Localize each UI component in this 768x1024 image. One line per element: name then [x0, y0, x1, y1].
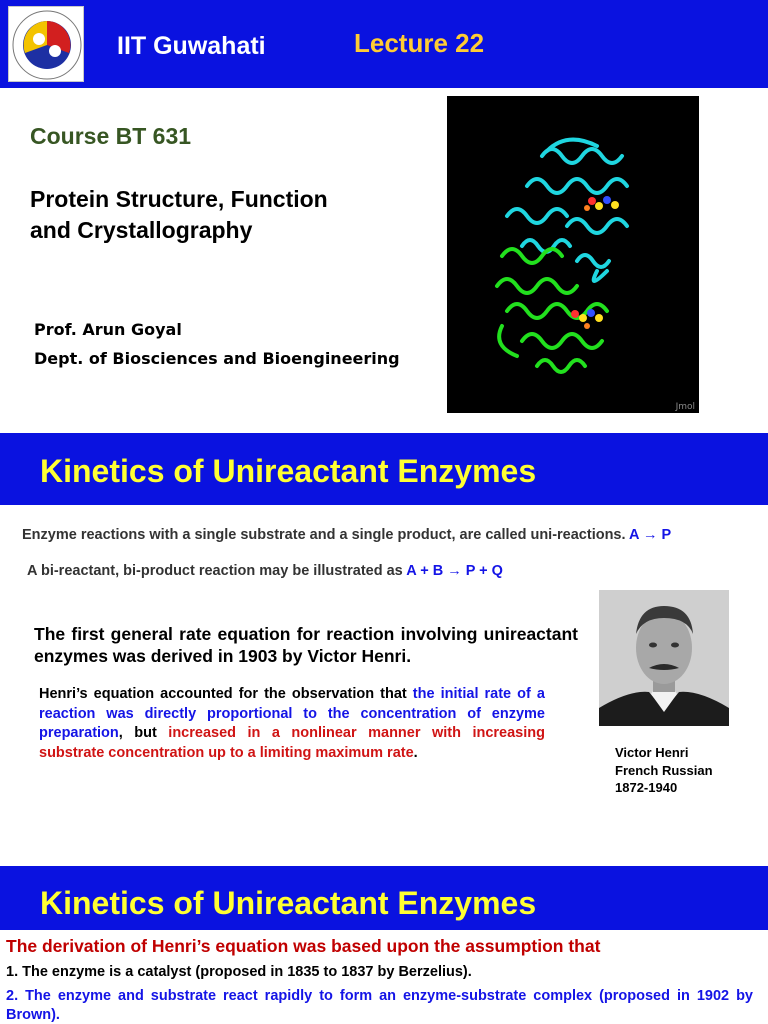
derivation-intro: The derivation of Henri’s equation was based upon the assumption that: [6, 936, 601, 956]
bi-reaction-equation: A + B → P + Q: [406, 563, 503, 579]
portrait-caption-nationality: French Russian: [615, 763, 713, 778]
uni-reaction-equation: A → P: [629, 527, 672, 543]
equation-highlight-blue: the initial rate of a reaction was directly proportional to the concentration of enzyme preparation: [39, 686, 545, 741]
section-heading-1: Kinetics of Unireactant Enzymes: [40, 453, 537, 489]
course-code: Course BT 631: [30, 123, 192, 149]
equation-text-3: .: [413, 744, 418, 761]
iit-guwahati-logo: [8, 6, 84, 82]
equation-highlight-red: increased in a nonlinear manner with increasing substrate concentration up to a limiting maximum rate: [39, 725, 545, 761]
assumption-item-1: 1. The enzyme is a catalyst (proposed in 1835 to 1837 by Berzelius).: [6, 964, 472, 980]
lecture-number: Lecture 22: [354, 28, 485, 58]
equation-text-2: , but: [118, 725, 169, 741]
course-title-line1: Protein Structure, Function: [30, 186, 328, 212]
victor-henri-portrait: [599, 590, 729, 726]
section-heading-2: Kinetics of Unireactant Enzymes: [40, 885, 537, 921]
course-title: [30, 184, 430, 246]
portrait-caption-years: 1872-1940: [615, 780, 678, 795]
assumption-item-2: 2. The enzyme and substrate react rapidly to form an enzyme-substrate complex (proposed in 1902 by Brown).: [6, 988, 753, 1023]
department-name: Dept. of Biosciences and Bioengineering: [34, 349, 400, 368]
equation-text-1: Henri’s equation accounted for the observation that: [39, 686, 413, 702]
protein-structure-image: [447, 96, 699, 413]
course-title-line2: and Crystallography: [30, 217, 253, 243]
portrait-caption-name: Victor Henri: [615, 745, 689, 760]
bi-reaction-line: [27, 563, 503, 579]
professor-name: Prof. Arun Goyal: [34, 320, 182, 339]
henri-intro-paragraph: The first general rate equation for reaction involving unireactant enzymes was derived in 1903 by Victor Henri.: [34, 624, 578, 666]
uni-reaction-text: Enzyme reactions with a single substrate and a single product, are called uni-reactions.: [22, 527, 626, 543]
henri-equation-paragraph: [39, 685, 545, 763]
jmol-watermark: Jmol: [675, 402, 695, 412]
uni-reaction-line: [22, 527, 671, 543]
bi-reaction-text: A bi-reactant, bi-product reaction may be illustrated as: [27, 563, 403, 579]
institute-name: IIT Guwahati: [117, 32, 266, 60]
